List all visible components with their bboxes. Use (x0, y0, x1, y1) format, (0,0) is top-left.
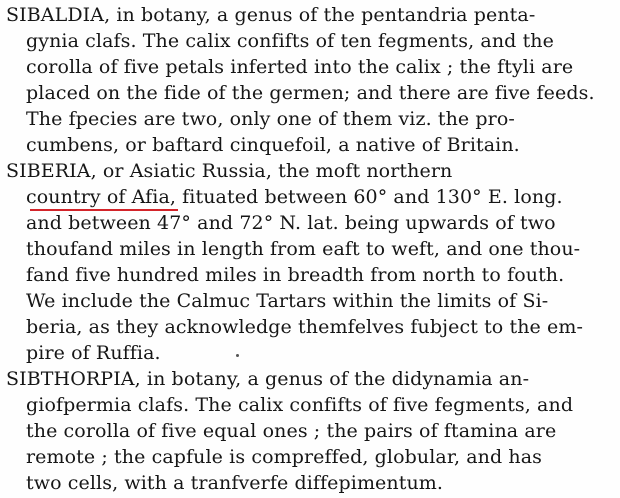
entry-siberia-line-1: SIBERIA, or Asiatic Russia, the moft northern (6, 160, 453, 182)
entry-sibaldia-line-4: placed on the fide of the germen; and there are five feeds. (26, 82, 595, 104)
entry-sibaldia-line-2: gynia clafs. The calix confifts of ten fegments, and the (26, 30, 554, 52)
entry-siberia-line-2: country of Afia, fituated between 60° and 130° E. long. (26, 186, 563, 208)
entry-sibthorpia-line-1: SIBTHORPIA, in botany, a genus of the didynamia an- (6, 368, 530, 390)
entry-siberia-line-5: fand five hundred miles in breadth from north to fouth. (26, 264, 565, 286)
entry-siberia-line-7: beria, as they acknowledge themfelves fubject to the em- (26, 316, 584, 338)
ink-speck (236, 354, 239, 357)
entry-sibthorpia-line-5: two cells, with a tranfverfe diffepimentum. (26, 472, 444, 494)
entry-siberia-line-8: pire of Ruffia. (26, 342, 161, 364)
entry-siberia-line-6: We include the Calmuc Tartars within the limits of Si- (26, 290, 549, 312)
entry-sibthorpia-line-2: giofpermia clafs. The calix confifts of five fegments, and (26, 394, 574, 416)
entry-siberia-line-4: thoufand miles in length from eaft to weft, and one thou- (26, 238, 581, 260)
entry-sibaldia-line-5: The fpecies are two, only one of them viz. the pro- (26, 108, 515, 130)
entry-sibaldia-line-3: corolla of five petals inferted into the calix ; the ftyli are (26, 56, 574, 78)
entry-sibthorpia-line-4: remote ; the capfule is compreffed, globular, and has (26, 446, 542, 468)
entry-sibaldia-line-6: cumbens, or baftard cinquefoil, a native of Britain. (26, 134, 520, 156)
entry-siberia-line-3: and between 47° and 72° N. lat. being upwards of two (26, 212, 556, 234)
entry-sibaldia-line-1: SIBALDIA, in botany, a genus of the pentandria penta- (6, 4, 536, 26)
entry-sibthorpia-line-3: the corolla of five equal ones ; the pairs of ftamina are (26, 420, 557, 442)
